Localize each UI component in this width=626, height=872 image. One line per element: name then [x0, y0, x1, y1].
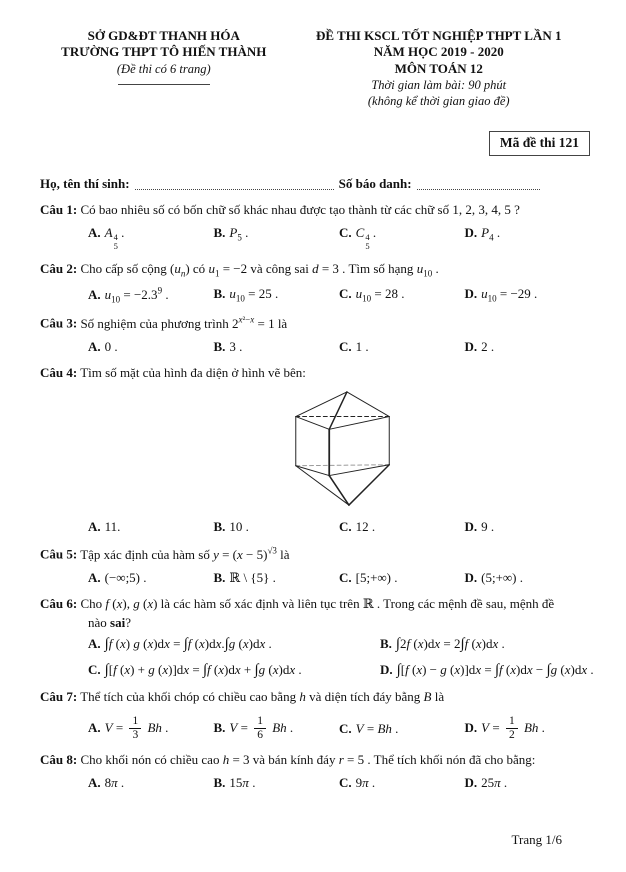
- question-6-stem-line2: nào sai?: [88, 614, 131, 630]
- school-name: TRƯỜNG THPT TÔ HIẾN THÀNH: [61, 44, 267, 60]
- question-8: [40, 751, 590, 791]
- question-3-option-b: B. 3 .: [213, 338, 243, 354]
- question-5-options: [40, 570, 590, 586]
- question-4-option-a: A. 11.: [88, 519, 121, 535]
- question-8-text: Cho khối nón có chiều cao h = 3 và bán kính đáy r = 5 . Thể tích khối nón đã cho bằng:: [80, 752, 536, 768]
- question-4-option-b: B. 10 .: [213, 519, 249, 535]
- question-8-stem: [40, 751, 590, 770]
- exam-duration: Thời gian làm bài: 90 phút: [371, 77, 507, 92]
- question-3-option-c: C. 1 .: [339, 338, 369, 354]
- question-3-option-a: A. 0 .: [88, 338, 118, 354]
- question-6-stem: [40, 595, 590, 614]
- question-4-label: Câu 4:: [40, 364, 78, 380]
- question-5-option-a: A. (−∞;5) .: [88, 569, 147, 585]
- question-3-text: Số nghiệm của phương trình $2^{x^2-x} = 1$ là: [80, 314, 288, 331]
- question-6-options: [40, 636, 594, 679]
- question-2-option-b: B. $u_{10} = 25$ .: [213, 285, 279, 304]
- question-6: [40, 595, 594, 679]
- department-name: SỞ GD&ĐT THANH HÓA: [87, 28, 240, 43]
- question-7-options: [40, 715, 590, 742]
- question-6-option-b: B. ∫2f (x)dx = 2∫f (x)dx .: [380, 636, 505, 653]
- header-divider: [118, 84, 210, 85]
- question-3-label: Câu 3:: [40, 315, 78, 331]
- question-1-stem: [40, 201, 590, 220]
- exam-title-block: [288, 28, 591, 109]
- question-4-options: [40, 519, 590, 535]
- exam-header: [40, 28, 590, 109]
- question-2-label: Câu 2:: [40, 260, 78, 276]
- question-4-figure-wrap: [40, 388, 590, 514]
- question-2-option-c: C. $u_{10} = 28$ .: [339, 285, 405, 304]
- question-7-option-a: A. V = $\frac{1}{3}$ Bh .: [88, 714, 169, 742]
- question-4-option-c: C. 12 .: [339, 519, 376, 535]
- exam-code-row: [40, 131, 590, 156]
- question-2-stem: [40, 260, 590, 281]
- question-4-stem: [40, 364, 590, 383]
- exam-subject: MÔN TOÁN 12: [394, 60, 483, 76]
- question-7-option-b: B. V = $\frac{1}{6}$ Bh .: [213, 714, 294, 742]
- question-7-option-d: D. V = $\frac{1}{2}$ Bh .: [464, 714, 545, 742]
- question-8-option-a: A. 8π .: [88, 775, 125, 791]
- exam-year: NĂM HỌC 2019 - 2020: [373, 44, 504, 60]
- student-name-fill-line: [135, 177, 334, 190]
- question-3: [40, 313, 590, 354]
- pages-note: (Đề thi có 6 trang): [116, 61, 211, 76]
- question-6-text: Cho f (x), g (x) là các hàm số xác định và liên tục trên ℝ . Trong các mệnh đề sau, mệnh đề: [80, 595, 555, 611]
- question-1-option-d: D. $P_4$ .: [464, 225, 501, 243]
- student-id-label: Số báo danh:: [338, 176, 412, 192]
- question-1: [40, 201, 590, 251]
- question-8-options: [40, 775, 590, 791]
- question-5-label: Câu 5:: [40, 546, 78, 562]
- question-5-option-b: B. ℝ \ {5} .: [213, 569, 276, 585]
- question-7-option-c: C. V = Bh .: [339, 720, 399, 736]
- question-8-option-b: B. 15π .: [213, 775, 256, 791]
- question-5-option-d: D. (5;+∞) .: [464, 569, 524, 585]
- question-4: [40, 364, 590, 536]
- question-2-option-a: A. $u_{10} = -2.3^9$ .: [88, 285, 169, 305]
- question-1-text: Có bao nhiêu số có bốn chữ số khác nhau được tạo thành từ các chữ số 1, 2, 3, 4, 5 ?: [80, 202, 520, 218]
- question-7-stem: [40, 688, 590, 707]
- school-block: [40, 28, 288, 109]
- question-2-option-d: D. $u_{10} = -29$ .: [464, 285, 538, 304]
- question-4-option-d: D. 9 .: [464, 519, 495, 535]
- question-2-options: [40, 286, 590, 305]
- exam-title: ĐỀ THI KSCL TỐT NGHIỆP THPT LẦN 1: [315, 28, 562, 43]
- question-1-label: Câu 1:: [40, 202, 78, 218]
- question-8-label: Câu 8:: [40, 752, 78, 768]
- question-8-option-c: C. 9π .: [339, 775, 376, 791]
- question-1-option-b: B. $P_5$ .: [213, 225, 249, 243]
- question-5-option-c: C. [5;+∞) .: [339, 569, 398, 585]
- exam-code-box: Mã đề thi 121: [489, 131, 590, 156]
- question-3-options: [40, 339, 590, 355]
- question-3-stem: [40, 313, 590, 333]
- polyhedron-figure: [287, 388, 399, 510]
- question-2: [40, 260, 590, 305]
- question-4-text: Tìm số mặt của hình đa diện ở hình vẽ bên:: [80, 364, 306, 380]
- question-5: [40, 544, 590, 585]
- question-5-text: Tập xác định của hàm số $y = (x - 5)^{√3}$ là: [80, 545, 290, 562]
- question-7-label: Câu 7:: [40, 689, 78, 705]
- question-6-option-a: A. ∫f (x) g (x)dx = ∫f (x)dx.∫g (x)dx .: [88, 636, 272, 653]
- question-6-option-c: C. ∫[f (x) + g (x)]dx = ∫f (x)dx + ∫g (x)dx .: [88, 662, 302, 679]
- question-1-option-a: A. A 4 5 .: [88, 225, 125, 251]
- question-1-option-c: C. C 4 5 .: [339, 225, 377, 251]
- page-number: Trang 1/6: [511, 832, 562, 847]
- question-6-label: Câu 6:: [40, 595, 78, 611]
- question-7: [40, 688, 590, 742]
- student-name-label: Họ, tên thí sinh:: [40, 176, 130, 192]
- question-6-option-d: D. ∫[f (x) − g (x)]dx = ∫f (x)dx − ∫g (x)dx .: [380, 662, 594, 679]
- question-5-stem: [40, 544, 590, 564]
- question-3-option-d: D. 2 .: [464, 338, 495, 354]
- question-8-option-d: D. 25π .: [464, 775, 508, 791]
- question-7-text: Thể tích của khối chóp có chiều cao bằng h và diện tích đáy bằng B là: [80, 689, 445, 705]
- exam-duration-note: (không kể thời gian giao đề): [367, 94, 510, 108]
- student-info-line: [40, 176, 540, 192]
- question-1-options: [40, 225, 590, 251]
- student-id-fill-line: [417, 177, 540, 190]
- question-2-text: Cho cấp số cộng $(u_n)$ có $u_1 = -2$ và công sai d = 3 . Tìm số hạng $u_{10}$ .: [80, 260, 439, 279]
